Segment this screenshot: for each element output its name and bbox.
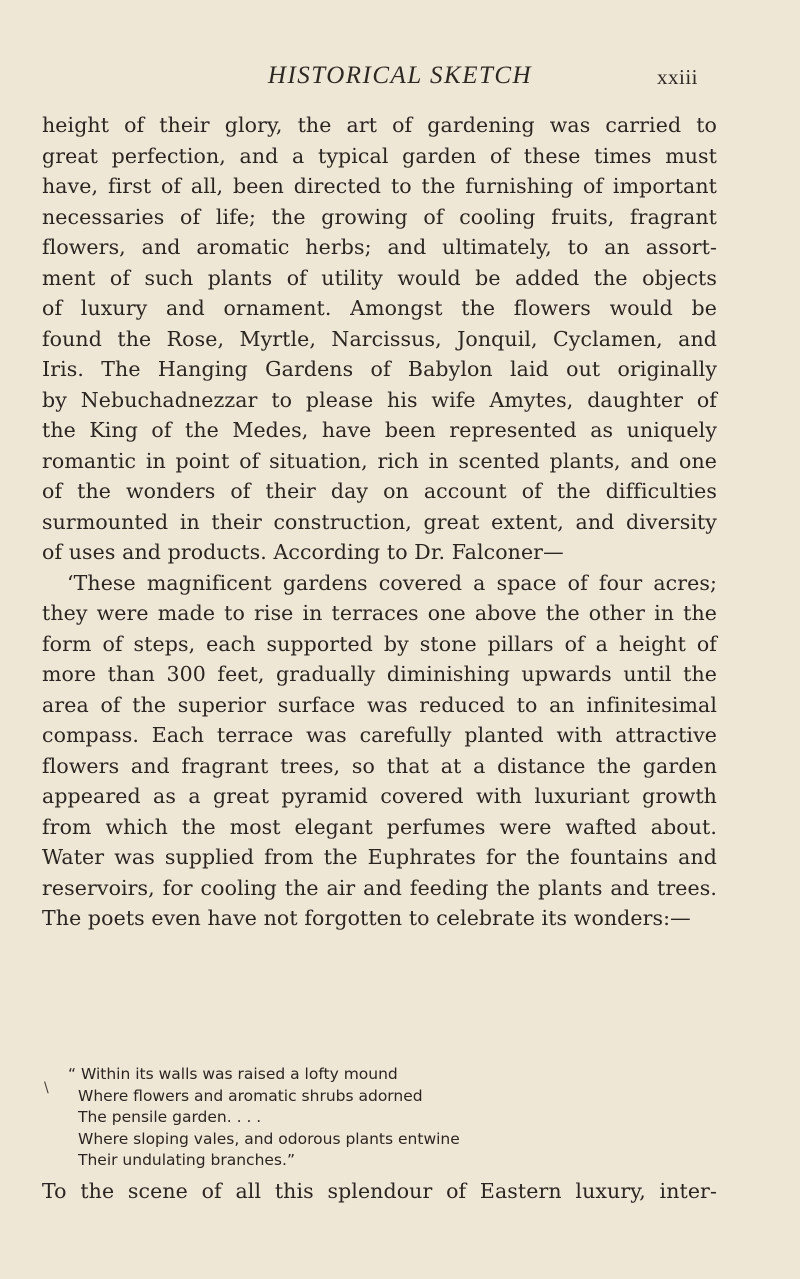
text-line: romantic in point of situation, rich in scented plants, and one [42,448,717,473]
text-line: the King of the Medes, have been represented as uniquely [42,418,717,442]
text-line: height of their glory, the art of gardening was carried to [42,113,717,137]
text-line: of the wonders of their day on account of the difficulties [42,479,717,503]
text-line: have, first of all, been directed to the furnishing of important [42,174,717,198]
quotation-line: appeared as a great pyramid covered with luxuriant growth [42,784,717,808]
running-head [0,62,800,92]
quotation-line: they were made to rise in terraces one above the other in the [42,601,717,625]
quotation-line: Water was supplied from the Euphrates for the fountains and [42,845,717,869]
text-line: surmounted in their construction, great extent, and diversity [42,509,717,534]
text-line: necessaries of life; the growing of cooling fruits, fragrant [42,204,717,229]
quotation-line: form of steps, each supported by stone pillars of a height of [42,631,717,656]
quotation-line: The poets even have not forgotten to celebrate its wonders:— [42,906,691,930]
text-line: of luxury and ornament. Amongst the flowers would be [42,296,717,320]
verse-quotation [68,1064,638,1172]
text-line: found the Rose, Myrtle, Narcissus, Jonquil, Cyclamen, and [42,326,717,351]
text-line: of uses and products. According to Dr. Falconer— [42,540,564,564]
text-line: To the scene of all this splendour of Eastern luxury, inter- [42,1179,717,1203]
quotation-line: compass. Each terrace was carefully planted with attractive [42,723,717,747]
body-paragraph [42,110,717,934]
text-line: ment of such plants of utility would be added the objects [42,265,717,290]
text-line: flowers, and aromatic herbs; and ultimately, to an assort- [42,235,717,259]
verse-line: Where flowers and aromatic shrubs adorned [78,1086,423,1105]
verse-line: Where sloping vales, and odorous plants entwine [78,1129,460,1148]
closing-paragraph [42,1176,717,1207]
quotation-line: more than 300 feet, gradually diminishing upwards until the [42,662,717,686]
quotation-line: from which the most elegant perfumes were wafted about. [42,814,717,839]
verse-line: “ Within its walls was raised a lofty mound [68,1065,398,1083]
running-title: HISTORICAL SKETCH [267,62,533,89]
quotation-line: reservoirs, for cooling the air and feeding the plants and trees. [42,875,717,900]
verse-line: The pensile garden. . . . [78,1108,262,1126]
page-number: xxiii [656,65,698,89]
text-line: Iris. The Hanging Gardens of Babylon laid out originally [42,357,717,381]
stray-print-mark: \ [44,1080,49,1096]
quotation-line: area of the superior surface was reduced to an infinitesimal [42,692,717,717]
text-line: by Nebuchadnezzar to please his wife Amytes, daughter of [42,387,717,412]
quotation-line: flowers and fragrant trees, so that at a distance the garden [42,753,717,778]
quotation-line: ‘These magnificent gardens covered a space of four acres; [67,570,717,595]
verse-line: Their undulating branches.” [78,1151,295,1169]
text-line: great perfection, and a typical garden of these times must [42,143,717,168]
